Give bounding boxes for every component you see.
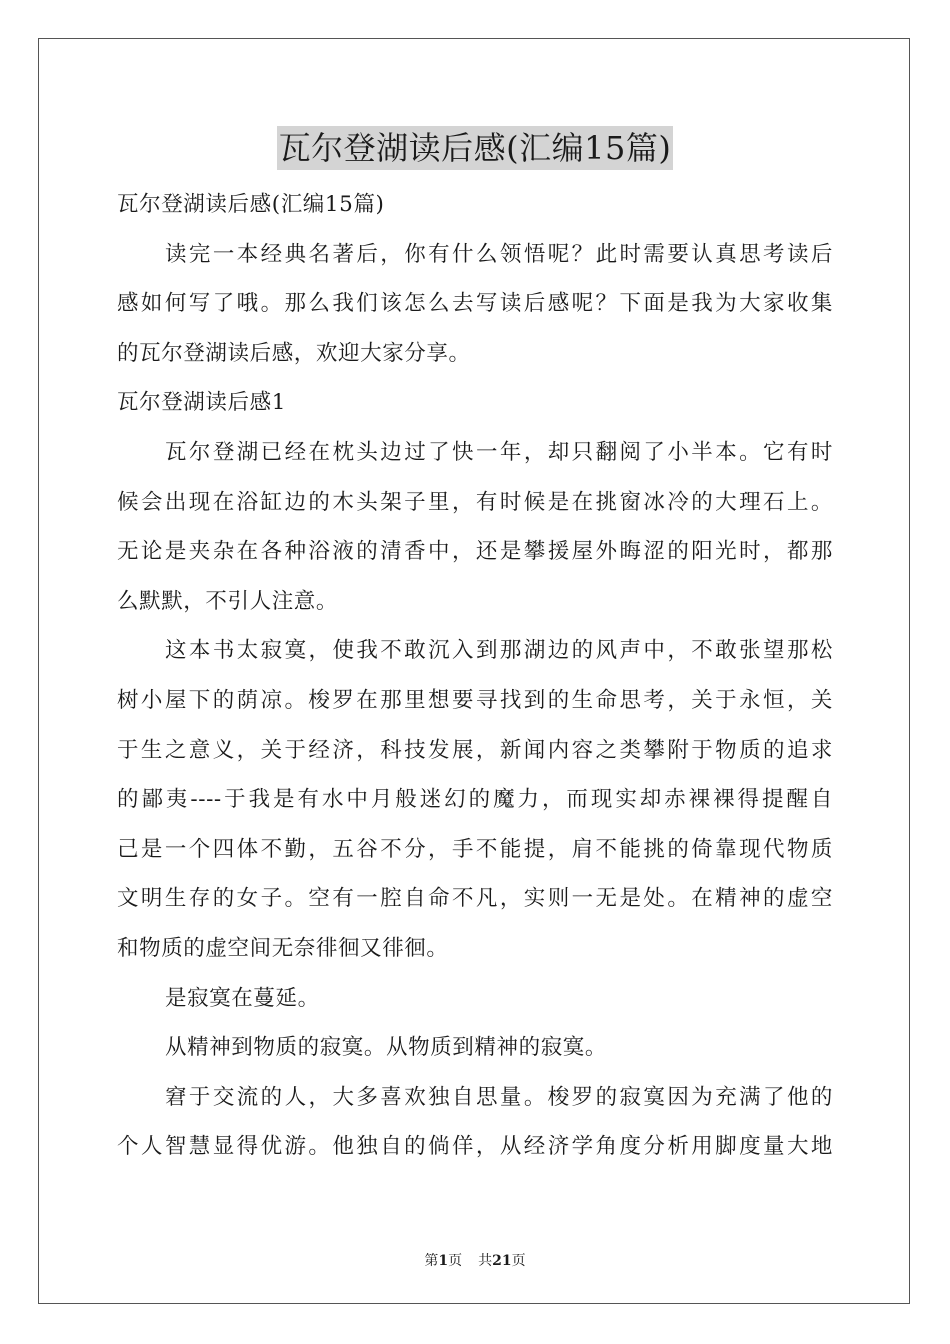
text-line: 候会出现在浴缸边的木头架子里，有时候是在挑窗冰冷的大理石上。 (117, 489, 833, 515)
text-line: 瓦尔登湖读后感1 (117, 390, 286, 416)
page-suffix: 页 (448, 1253, 463, 1269)
text-line: 无论是夹杂在各种浴液的清香中，还是攀援屋外晦涩的阳光时，都那 (117, 539, 833, 565)
text-line: 文明生存的女子。空有一腔自命不凡，实则一无是处。在精神的虚空 (117, 886, 833, 912)
text-line: 瓦尔登湖读后感(汇编15篇) (117, 192, 385, 217)
page-prefix: 第 (424, 1253, 439, 1269)
text-line: 感如何写了哦。那么我们该怎么去写读后感呢？下面是我为大家收集 (117, 291, 833, 317)
text-line: 这本书太寂寞，使我不敢沉入到那湖边的风声中，不敢张望那松 (165, 638, 833, 664)
text-line: 己是一个四体不勤，五谷不分，手不能提，肩不能挑的倚靠现代物质 (117, 836, 833, 862)
text-line: 树小屋下的荫凉。梭罗在那里想要寻找到的生命思考，关于永恒，关 (117, 687, 833, 713)
document-title: 瓦尔登湖读后感(汇编15篇) (277, 126, 674, 170)
total-suffix: 页 (511, 1253, 526, 1269)
text-line: 么默默，不引人注意。 (117, 588, 339, 614)
text-line: 从精神到物质的寂寞。从物质到精神的寂寞。 (165, 1035, 608, 1061)
text-line: 窘于交流的人，大多喜欢独自思量。梭罗的寂寞因为充满了他的 (165, 1084, 833, 1110)
text-line: 的鄙夷----于我是有水中月般迷幻的魔力，而现实却赤裸裸得提醒自 (117, 787, 833, 813)
text-line: 和物质的虚空间无奈徘徊又徘徊。 (117, 935, 449, 961)
title-container (0, 126, 950, 170)
text-line: 于生之意义，关于经济，科技发展，新闻内容之类攀附于物质的追求 (117, 737, 833, 763)
text-line: 瓦尔登湖已经在枕头边过了快一年，却只翻阅了小半本。它有时 (165, 439, 833, 465)
text-line: 是寂寞在蔓延。 (165, 985, 320, 1011)
total-prefix: 共 (478, 1253, 493, 1269)
text-line: 的瓦尔登湖读后感，欢迎大家分享。 (117, 340, 471, 366)
page-number: 1 (438, 1253, 449, 1269)
text-line: 个人智慧显得优游。他独自的倘佯，从经济学角度分析用脚度量大地 (117, 1134, 833, 1160)
text-line: 读完一本经典名著后，你有什么领悟呢？此时需要认真思考读后 (165, 241, 833, 267)
total-pages: 21 (492, 1253, 512, 1269)
page-footer (0, 1252, 950, 1270)
document-body (117, 180, 833, 1172)
